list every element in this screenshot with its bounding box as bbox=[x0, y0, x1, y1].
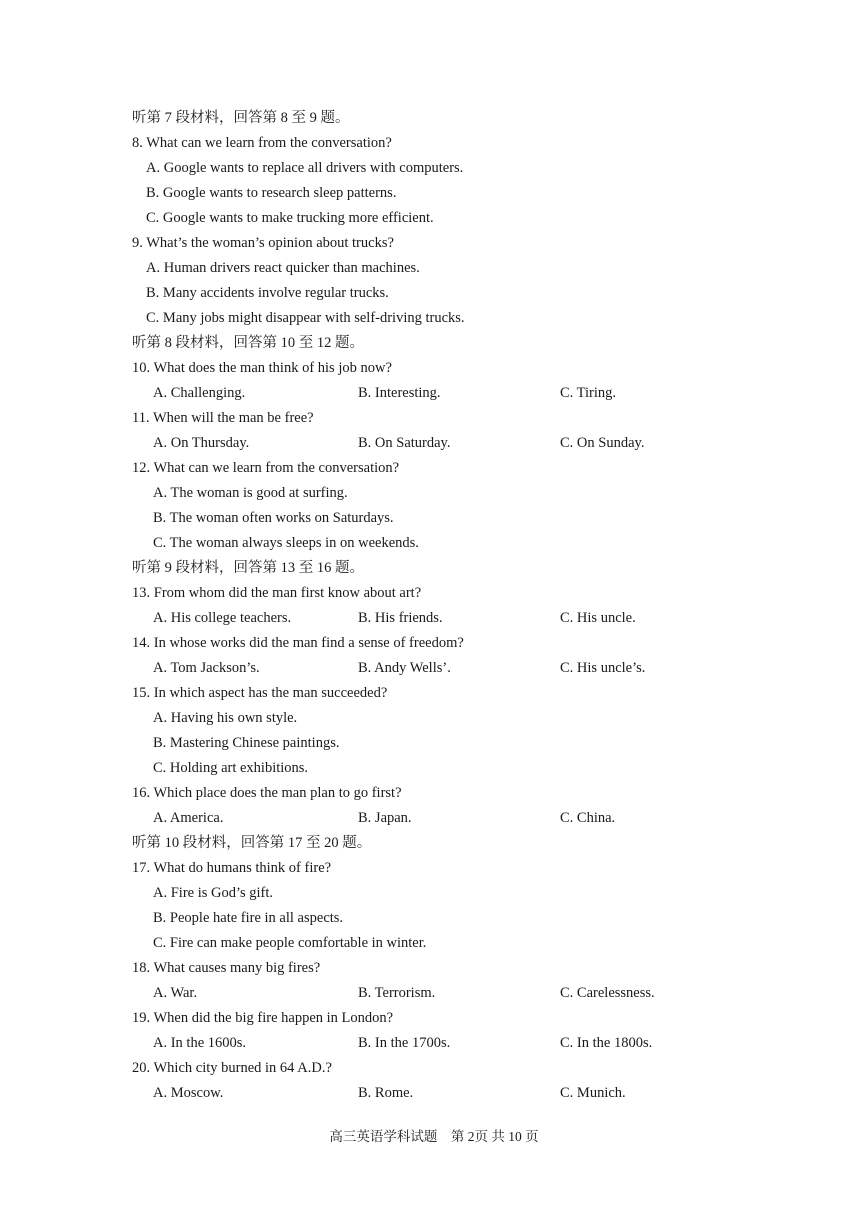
option-15c: C. Holding art exhibitions. bbox=[153, 760, 309, 776]
question-14: 14. In whose works did the man find a sense of freedom? bbox=[132, 635, 464, 651]
option-20b: B. Rome. bbox=[358, 1085, 414, 1101]
question-13: 13. From whom did the man first know about art? bbox=[132, 585, 422, 601]
option-16a: A. America. bbox=[153, 810, 224, 826]
option-13c: C. His uncle. bbox=[560, 610, 636, 626]
option-20c: C. Munich. bbox=[560, 1085, 626, 1101]
options-row-18 bbox=[132, 981, 752, 1006]
option-14a: A. Tom Jackson’s. bbox=[153, 660, 260, 676]
section-heading: 听第 10 段材料，回答第 17 至 20 题。 bbox=[132, 835, 372, 851]
section-heading: 听第 8 段材料，回答第 10 至 12 题。 bbox=[132, 335, 364, 351]
question-8: 8. What can we learn from the conversation? bbox=[132, 135, 392, 151]
option-18b: B. Terrorism. bbox=[358, 985, 436, 1001]
question-19: 19. When did the big fire happen in London? bbox=[132, 1010, 394, 1026]
option-10a: A. Challenging. bbox=[153, 385, 246, 401]
options-row-20 bbox=[132, 1081, 752, 1106]
question-16: 16. Which place does the man plan to go first? bbox=[132, 785, 402, 801]
question-15: 15. In which aspect has the man succeeded? bbox=[132, 685, 388, 701]
option-15b: B. Mastering Chinese paintings. bbox=[153, 735, 340, 751]
option-10b: B. Interesting. bbox=[358, 385, 441, 401]
option-18a: A. War. bbox=[153, 985, 198, 1001]
question-list bbox=[132, 106, 752, 1106]
option-12c: C. The woman always sleeps in on weekends. bbox=[153, 535, 419, 551]
option-16c: C. China. bbox=[560, 810, 616, 826]
question-11: 11. When will the man be free? bbox=[132, 410, 314, 426]
question-20: 20. Which city burned in 64 A.D.? bbox=[132, 1060, 332, 1076]
question-12: 12. What can we learn from the conversation? bbox=[132, 460, 400, 476]
option-8c: C. Google wants to make trucking more efficient. bbox=[146, 210, 434, 226]
page-footer: 高三英语学科试题 第 2页 共 10 页 bbox=[329, 1129, 539, 1144]
question-10: 10. What does the man think of his job now? bbox=[132, 360, 392, 376]
option-14b: B. Andy Wells’. bbox=[358, 660, 451, 676]
option-17c: C. Fire can make people comfortable in winter. bbox=[153, 935, 427, 951]
option-9c: C. Many jobs might disappear with self-driving trucks. bbox=[146, 310, 465, 326]
question-17: 17. What do humans think of fire? bbox=[132, 860, 332, 876]
option-11a: A. On Thursday. bbox=[153, 435, 250, 451]
options-row-14 bbox=[132, 656, 752, 681]
option-19b: B. In the 1700s. bbox=[358, 1035, 451, 1051]
option-15a: A. Having his own style. bbox=[153, 710, 298, 726]
option-9b: B. Many accidents involve regular trucks. bbox=[146, 285, 389, 301]
option-19a: A. In the 1600s. bbox=[153, 1035, 247, 1051]
options-row-13 bbox=[132, 606, 752, 631]
option-20a: A. Moscow. bbox=[153, 1085, 224, 1101]
option-8a: A. Google wants to replace all drivers with computers. bbox=[146, 160, 464, 176]
question-9: 9. What’s the woman’s opinion about trucks? bbox=[132, 235, 394, 251]
options-row-16 bbox=[132, 806, 752, 831]
option-13b: B. His friends. bbox=[358, 610, 443, 626]
option-8b: B. Google wants to research sleep patterns. bbox=[146, 185, 397, 201]
option-11b: B. On Saturday. bbox=[358, 435, 451, 451]
option-16b: B. Japan. bbox=[358, 810, 412, 826]
options-row-10 bbox=[132, 381, 752, 406]
option-12a: A. The woman is good at surfing. bbox=[153, 485, 348, 501]
option-14c: C. His uncle’s. bbox=[560, 660, 646, 676]
section-heading: 听第 9 段材料，回答第 13 至 16 题。 bbox=[132, 560, 364, 576]
option-17b: B. People hate fire in all aspects. bbox=[153, 910, 344, 926]
option-13a: A. His college teachers. bbox=[153, 610, 292, 626]
option-18c: C. Carelessness. bbox=[560, 985, 655, 1001]
option-19c: C. In the 1800s. bbox=[560, 1035, 653, 1051]
option-17a: A. Fire is God’s gift. bbox=[153, 885, 274, 901]
options-row-11 bbox=[132, 431, 752, 456]
option-9a: A. Human drivers react quicker than machines. bbox=[146, 260, 420, 276]
options-row-19 bbox=[132, 1031, 752, 1056]
question-18: 18. What causes many big fires? bbox=[132, 960, 321, 976]
option-10c: C. Tiring. bbox=[560, 385, 617, 401]
section-heading: 听第 7 段材料，回答第 8 至 9 题。 bbox=[132, 110, 350, 126]
option-12b: B. The woman often works on Saturdays. bbox=[153, 510, 394, 526]
option-11c: C. On Sunday. bbox=[560, 435, 645, 451]
